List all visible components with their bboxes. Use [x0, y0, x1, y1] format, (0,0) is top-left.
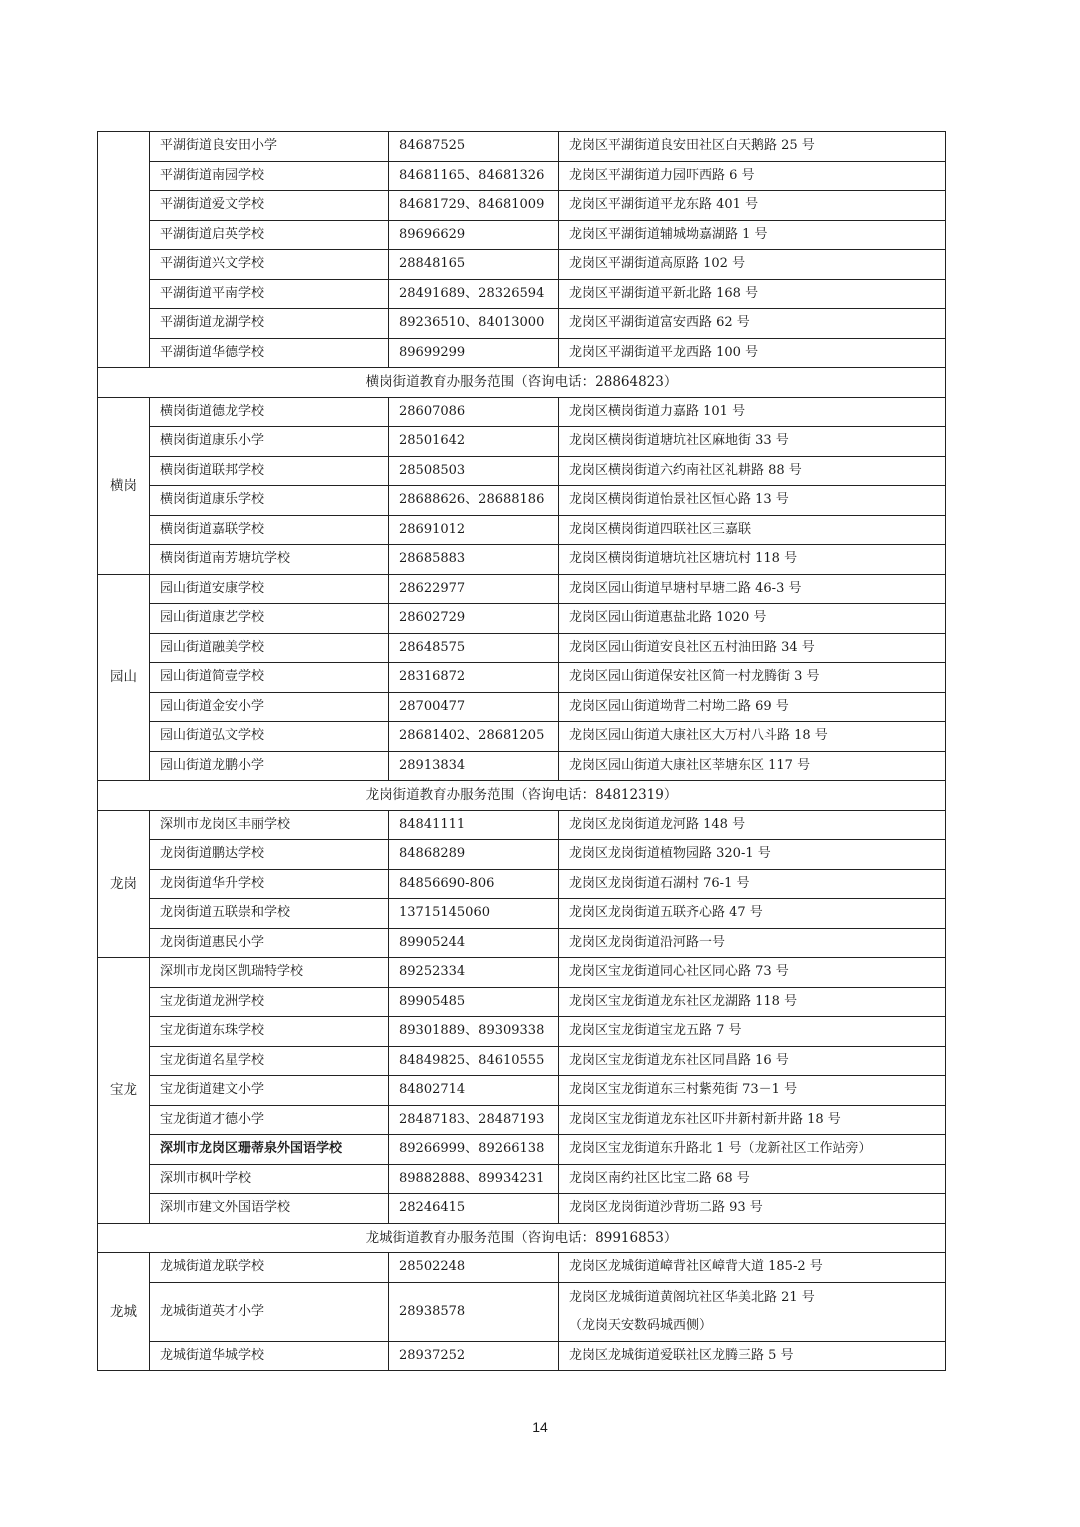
school-name-cell: 园山街道金安小学 — [150, 692, 389, 722]
table-row — [98, 574, 946, 604]
address-line: 龙岗区宝龙街道宝龙五路 7 号 — [569, 1023, 742, 1039]
page-number: 14 — [532, 1419, 548, 1435]
address-cell — [559, 663, 946, 693]
section-header-row — [98, 781, 946, 811]
table-row — [98, 1135, 946, 1165]
address-cell — [559, 191, 946, 221]
phone-cell: 84856690-806 — [389, 869, 559, 899]
address-cell — [559, 161, 946, 191]
table-row — [98, 1164, 946, 1194]
address-cell — [559, 338, 946, 368]
school-name-cell: 园山街道龙鹏小学 — [150, 751, 389, 781]
phone-cell: 28691012 — [389, 515, 559, 545]
table-row — [98, 633, 946, 663]
address-line: 龙岗区平湖街道平龙西路 100 号 — [569, 344, 759, 360]
phone-cell: 28607086 — [389, 397, 559, 427]
address-cell — [559, 1046, 946, 1076]
phone-cell: 84681729、84681009 — [389, 191, 559, 221]
school-name-cell: 宝龙街道东珠学校 — [150, 1017, 389, 1047]
address-line: 龙岗区平湖街道富安西路 62 号 — [569, 315, 750, 331]
table-row — [98, 1194, 946, 1224]
table-row — [98, 1105, 946, 1135]
address-line: 龙岗区宝龙街道龙东社区同昌路 16 号 — [569, 1052, 789, 1068]
address-cell — [559, 1194, 946, 1224]
school-name-cell: 横岗街道康乐小学 — [150, 427, 389, 457]
address-line: 龙岗区园山街道早塘村早塘二路 46-3 号 — [569, 580, 802, 596]
address-line: 龙岗区横岗街道怡景社区恒心路 13 号 — [569, 492, 789, 508]
address-line: 龙岗区宝龙街道龙东社区吓井新村新井路 18 号 — [569, 1111, 841, 1127]
address-line: 龙岗区平湖街道平新北路 168 号 — [569, 285, 759, 301]
school-name-cell: 宝龙街道建文小学 — [150, 1076, 389, 1106]
address-cell — [559, 486, 946, 516]
address-cell — [559, 1076, 946, 1106]
address-line: 龙岗区横岗街道四联社区三嘉联 — [569, 521, 752, 537]
section-header: 横岗街道教育办服务范围（咨询电话：28864823） — [98, 368, 946, 398]
address-cell — [559, 1282, 946, 1341]
school-name-cell: 园山街道安康学校 — [150, 574, 389, 604]
street-name-cell: 龙城 — [98, 1253, 150, 1371]
address-cell — [559, 958, 946, 988]
table-row — [98, 279, 946, 309]
address-cell — [559, 279, 946, 309]
school-name-cell: 平湖街道平南学校 — [150, 279, 389, 309]
table-row — [98, 751, 946, 781]
address-line: 龙岗区园山街道坳背二村坳二路 69 号 — [569, 698, 789, 714]
table-row — [98, 545, 946, 575]
school-name-cell: 平湖街道南园学校 — [150, 161, 389, 191]
address-cell — [559, 1341, 946, 1371]
address-line: 龙岗区龙城街道嶂背社区嶂背大道 185-2 号 — [569, 1259, 823, 1275]
address-cell — [559, 1164, 946, 1194]
school-name-cell: 深圳市龙岗区凯瑞特学校 — [150, 958, 389, 988]
table-row — [98, 1017, 946, 1047]
address-cell — [559, 1017, 946, 1047]
phone-cell: 28848165 — [389, 250, 559, 280]
phone-cell: 84681165、84681326 — [389, 161, 559, 191]
street-name-cell: 宝龙 — [98, 958, 150, 1224]
school-name-cell: 宝龙街道名星学校 — [150, 1046, 389, 1076]
school-name-cell: 龙城街道华城学校 — [150, 1341, 389, 1371]
table-body — [98, 132, 946, 1371]
address-line: 龙岗区平湖街道良安田社区白天鹅路 25 号 — [569, 138, 815, 154]
address-cell — [559, 987, 946, 1017]
address-line: 龙岗区平湖街道高原路 102 号 — [569, 256, 746, 272]
school-name-cell: 横岗街道南芳塘坑学校 — [150, 545, 389, 575]
school-name-cell: 龙岗街道五联崇和学校 — [150, 899, 389, 929]
school-name-cell: 横岗街道嘉联学校 — [150, 515, 389, 545]
phone-cell: 84687525 — [389, 132, 559, 162]
phone-cell: 84868289 — [389, 840, 559, 870]
address-cell — [559, 928, 946, 958]
address-cell — [559, 633, 946, 663]
table-row — [98, 191, 946, 221]
phone-cell: 84841111 — [389, 810, 559, 840]
address-line: 龙岗区园山街道安良社区五村油田路 34 号 — [569, 639, 815, 655]
address-cell — [559, 869, 946, 899]
school-name-cell: 平湖街道龙湖学校 — [150, 309, 389, 339]
school-name-cell: 龙城街道英才小学 — [150, 1282, 389, 1341]
section-header-row — [98, 1223, 946, 1253]
phone-cell: 89301889、89309338 — [389, 1017, 559, 1047]
table-row — [98, 132, 946, 162]
address-line: 龙岗区龙城街道黄阁坑社区华美北路 21 号 — [569, 1289, 815, 1305]
phone-cell: 28491689、28326594 — [389, 279, 559, 309]
address-line: 龙岗区龙岗街道龙河路 148 号 — [569, 816, 746, 832]
table-row — [98, 220, 946, 250]
street-name-cell — [98, 132, 150, 368]
table-row — [98, 486, 946, 516]
address-cell — [559, 574, 946, 604]
table-row — [98, 338, 946, 368]
table-row — [98, 928, 946, 958]
phone-cell: 28501642 — [389, 427, 559, 457]
table-row — [98, 663, 946, 693]
school-name-cell: 龙岗街道鹏达学校 — [150, 840, 389, 870]
address-cell — [559, 751, 946, 781]
school-name-cell: 深圳市龙岗区珊蒂泉外国语学校 — [150, 1135, 389, 1165]
school-name-cell: 深圳市枫叶学校 — [150, 1164, 389, 1194]
table-row — [98, 1076, 946, 1106]
address-line: 龙岗区龙岗街道沿河路一号 — [569, 934, 726, 950]
phone-cell: 28681402、28681205 — [389, 722, 559, 752]
school-directory-table — [97, 131, 946, 1371]
table-row — [98, 1253, 946, 1283]
table-row — [98, 604, 946, 634]
address-line: （龙岗天安数码城西侧） — [569, 1317, 713, 1333]
address-cell — [559, 1253, 946, 1283]
phone-cell: 28508503 — [389, 456, 559, 486]
school-name-cell: 平湖街道良安田小学 — [150, 132, 389, 162]
school-name-cell: 龙城街道龙联学校 — [150, 1253, 389, 1283]
phone-cell: 28700477 — [389, 692, 559, 722]
address-line: 龙岗区横岗街道塘坑社区麻地街 33 号 — [569, 433, 789, 449]
address-cell — [559, 250, 946, 280]
address-line: 龙岗区平湖街道力园吓西路 6 号 — [569, 167, 755, 183]
address-line: 龙岗区宝龙街道东三村紫苑街 73－1 号 — [569, 1082, 798, 1098]
address-cell — [559, 515, 946, 545]
phone-cell: 28502248 — [389, 1253, 559, 1283]
table-row — [98, 1046, 946, 1076]
street-name-cell: 园山 — [98, 574, 150, 781]
section-header-row — [98, 368, 946, 398]
table-row — [98, 722, 946, 752]
table-row — [98, 515, 946, 545]
school-name-cell: 横岗街道德龙学校 — [150, 397, 389, 427]
table-row — [98, 456, 946, 486]
school-name-cell: 园山街道弘文学校 — [150, 722, 389, 752]
street-name-cell: 龙岗 — [98, 810, 150, 958]
school-name-cell: 龙岗街道华升学校 — [150, 869, 389, 899]
phone-cell: 28622977 — [389, 574, 559, 604]
address-line: 龙岗区龙岗街道植物园路 320-1 号 — [569, 846, 771, 862]
address-cell — [559, 722, 946, 752]
phone-cell: 89252334 — [389, 958, 559, 988]
phone-cell: 28685883 — [389, 545, 559, 575]
phone-cell: 28246415 — [389, 1194, 559, 1224]
address-line: 龙岗区园山街道大康社区大万村八斗路 18 号 — [569, 728, 828, 744]
section-header: 龙岗街道教育办服务范围（咨询电话：84812319） — [98, 781, 946, 811]
address-line: 龙岗区宝龙街道东升路北 1 号（龙新社区工作站旁） — [569, 1141, 872, 1157]
address-cell — [559, 545, 946, 575]
table-row — [98, 840, 946, 870]
address-line: 龙岗区龙岗街道五联齐心路 47 号 — [569, 905, 763, 921]
address-line: 龙岗区南约社区比宝二路 68 号 — [569, 1170, 750, 1186]
school-name-cell: 平湖街道爱文学校 — [150, 191, 389, 221]
address-cell — [559, 604, 946, 634]
address-line: 龙岗区龙岗街道石湖村 76-1 号 — [569, 875, 750, 891]
table-row — [98, 397, 946, 427]
address-cell — [559, 456, 946, 486]
table-row — [98, 161, 946, 191]
phone-cell: 89699299 — [389, 338, 559, 368]
address-cell — [559, 309, 946, 339]
address-line: 龙岗区园山街道惠盐北路 1020 号 — [569, 610, 767, 626]
school-name-cell: 横岗街道康乐学校 — [150, 486, 389, 516]
address-line: 龙岗区园山街道保安社区简一村龙腾街 3 号 — [569, 669, 820, 685]
phone-cell: 28316872 — [389, 663, 559, 693]
phone-cell: 28648575 — [389, 633, 559, 663]
school-name-cell: 龙岗街道惠民小学 — [150, 928, 389, 958]
address-cell — [559, 1135, 946, 1165]
address-line: 龙岗区横岗街道塘坑社区塘坑村 118 号 — [569, 551, 798, 567]
address-line: 龙岗区宝龙街道龙东社区龙湖路 118 号 — [569, 993, 798, 1009]
address-cell — [559, 840, 946, 870]
school-name-cell: 平湖街道启英学校 — [150, 220, 389, 250]
phone-cell: 84802714 — [389, 1076, 559, 1106]
address-line: 龙岗区龙城街道爱联社区龙腾三路 5 号 — [569, 1347, 794, 1363]
section-header: 龙城街道教育办服务范围（咨询电话：89916853） — [98, 1223, 946, 1253]
phone-cell: 89905244 — [389, 928, 559, 958]
table-row — [98, 692, 946, 722]
school-name-cell: 深圳市龙岗区丰丽学校 — [150, 810, 389, 840]
school-name-cell: 平湖街道兴文学校 — [150, 250, 389, 280]
address-cell — [559, 1105, 946, 1135]
address-cell — [559, 899, 946, 929]
school-name-cell: 园山街道融美学校 — [150, 633, 389, 663]
table-row — [98, 427, 946, 457]
table-row — [98, 987, 946, 1017]
table-row — [98, 810, 946, 840]
phone-cell: 13715145060 — [389, 899, 559, 929]
phone-cell: 89882888、89934231 — [389, 1164, 559, 1194]
address-line: 龙岗区横岗街道力嘉路 101 号 — [569, 403, 746, 419]
table-row — [98, 899, 946, 929]
address-cell — [559, 220, 946, 250]
address-line: 龙岗区龙岗街道沙背坜二路 93 号 — [569, 1200, 763, 1216]
school-name-cell: 宝龙街道才德小学 — [150, 1105, 389, 1135]
school-name-cell: 宝龙街道龙洲学校 — [150, 987, 389, 1017]
phone-cell: 28913834 — [389, 751, 559, 781]
address-cell — [559, 692, 946, 722]
address-line: 龙岗区园山街道大康社区莘塘东区 117 号 — [569, 757, 811, 773]
phone-cell: 28487183、28487193 — [389, 1105, 559, 1135]
phone-cell: 84849825、84610555 — [389, 1046, 559, 1076]
table-row — [98, 1282, 946, 1341]
phone-cell: 28688626、28688186 — [389, 486, 559, 516]
phone-cell: 89696629 — [389, 220, 559, 250]
school-name-cell: 园山街道康艺学校 — [150, 604, 389, 634]
address-cell — [559, 132, 946, 162]
table-row — [98, 250, 946, 280]
school-name-cell: 园山街道简壹学校 — [150, 663, 389, 693]
address-line: 龙岗区横岗街道六约南社区礼耕路 88 号 — [569, 462, 802, 478]
phone-cell: 28602729 — [389, 604, 559, 634]
school-name-cell: 横岗街道联邦学校 — [150, 456, 389, 486]
phone-cell: 89236510、84013000 — [389, 309, 559, 339]
phone-cell: 89266999、89266138 — [389, 1135, 559, 1165]
street-name-cell: 横岗 — [98, 397, 150, 574]
address-line: 龙岗区平湖街道平龙东路 401 号 — [569, 197, 759, 213]
school-name-cell: 平湖街道华德学校 — [150, 338, 389, 368]
address-cell — [559, 427, 946, 457]
school-name-cell: 深圳市建文外国语学校 — [150, 1194, 389, 1224]
address-line: 龙岗区平湖街道辅城坳嘉湖路 1 号 — [569, 226, 768, 242]
phone-cell: 89905485 — [389, 987, 559, 1017]
phone-cell: 28937252 — [389, 1341, 559, 1371]
phone-cell: 28938578 — [389, 1282, 559, 1341]
table-row — [98, 958, 946, 988]
address-line: 龙岗区宝龙街道同心社区同心路 73 号 — [569, 964, 789, 980]
table-row — [98, 869, 946, 899]
table-row — [98, 1341, 946, 1371]
address-cell — [559, 397, 946, 427]
address-cell — [559, 810, 946, 840]
table-row — [98, 309, 946, 339]
